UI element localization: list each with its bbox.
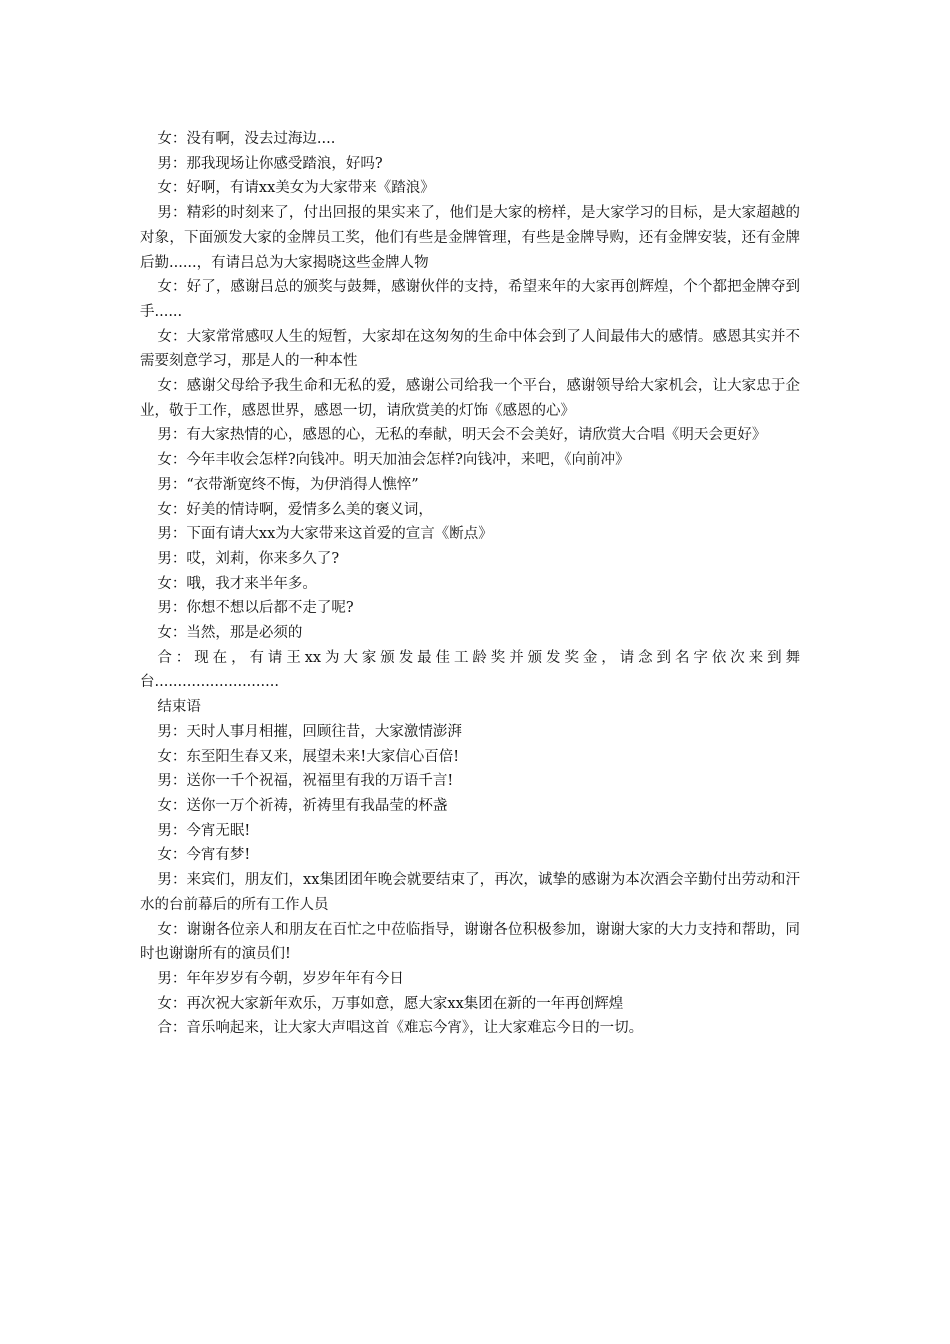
dialogue-line: 女：哦，我才来半年多。 bbox=[157, 575, 317, 592]
dialogue-line: 男：年年岁岁有今朝，岁岁年年有今日 bbox=[157, 970, 404, 987]
dialogue-line: 女：当然，那是必须的 bbox=[157, 625, 303, 642]
section-heading-closing: 结束语 bbox=[157, 699, 201, 716]
dialogue-line: 男：精彩的时刻来了，付出回报的果实来了，他们是大家的榜样，是大家学习的目标，是大家超越的对象，下面颁发大家的金牌员工奖，他们有些是金牌管理，有些是金牌导购，还有金牌安装，还有金牌后勤......，有请吕总为大家揭晓这些金牌人物 bbox=[140, 205, 800, 271]
dialogue-line: 女：好啊，有请xx美女为大家带来《踏浪》 bbox=[157, 180, 435, 197]
document-body bbox=[140, 127, 800, 1041]
dialogue-line: 男：送你一千个祝福，祝福里有我的万语千言! bbox=[157, 773, 454, 790]
dialogue-line: 女：好美的情诗啊，爱情多么美的褒义词， bbox=[157, 501, 433, 518]
dialogue-line: 男：今宵无眠! bbox=[157, 822, 251, 839]
dialogue-line: 女：今年丰收会怎样?向钱冲。明天加油会怎样?向钱冲，来吧，《向前冲》 bbox=[157, 452, 630, 469]
dialogue-line: 男：来宾们，朋友们，xx集团团年晚会就要结束了，再次，诚挚的感谢为本次酒会辛勤付出劳动和汗水的台前幕后的所有工作人员 bbox=[140, 872, 800, 913]
dialogue-line: 男：你想不想以后都不走了呢? bbox=[157, 600, 354, 617]
dialogue-line: 女：今宵有梦! bbox=[157, 847, 251, 864]
dialogue-line: 合：现在，有请王xx为大家颁发最佳工龄奖并颁发奖金，请念到名字依次来到舞台........................... bbox=[140, 649, 800, 691]
dialogue-line: 女：没有啊，没去过海边.... bbox=[157, 131, 336, 147]
dialogue-line: 合：音乐响起来，让大家大声唱这首《难忘今宵》，让大家难忘今日的一切。 bbox=[157, 1020, 644, 1037]
dialogue-line: 女：送你一万个祈祷，祈祷里有我晶莹的杯盏 bbox=[157, 797, 448, 814]
dialogue-line: 女：东至阳生春又来，展望未来!大家信心百倍! bbox=[157, 748, 460, 765]
dialogue-line: 男：下面有请大xx为大家带来这首爱的宣言《断点》 bbox=[157, 526, 493, 543]
dialogue-line: 女：再次祝大家新年欢乐，万事如意，愿大家xx集团在新的一年再创辉煌 bbox=[157, 995, 624, 1012]
dialogue-line: 男：有大家热情的心，感恩的心，无私的奉献，明天会不会美好，请欣赏大合唱《明天会更好》 bbox=[157, 427, 767, 444]
dialogue-line: 女：大家常常感叹人生的短暂，大家却在这匆匆的生命中体会到了人间最伟大的感情。感恩其实并不需要刻意学习，那是人的一种本性 bbox=[140, 328, 800, 370]
dialogue-line: 女：感谢父母给予我生命和无私的爱，感谢公司给我一个平台，感谢领导给大家机会，让大家忠于企业，敬于工作，感恩世界，感恩一切，请欣赏美的灯饰《感恩的心》 bbox=[140, 378, 800, 419]
dialogue-line: 男：那我现场让你感受踏浪，好吗? bbox=[157, 155, 383, 172]
dialogue-line: 男：天时人事月相摧，回顾往昔，大家激情澎湃 bbox=[157, 723, 462, 740]
dialogue-line: 男：“衣带渐宽终不悔，为伊消得人憔悴” bbox=[157, 476, 419, 493]
dialogue-line: 女：谢谢各位亲人和朋友在百忙之中莅临指导，谢谢各位积极参加，谢谢大家的大力支持和帮助，同时也谢谢所有的演员们! bbox=[140, 921, 800, 963]
dialogue-line: 男：哎，刘莉，你来多久了? bbox=[157, 550, 340, 567]
dialogue-line: 女：好了，感谢吕总的颁奖与鼓舞，感谢伙伴的支持，希望来年的大家再创辉煌，个个都把金牌夺到手...... bbox=[140, 279, 800, 320]
